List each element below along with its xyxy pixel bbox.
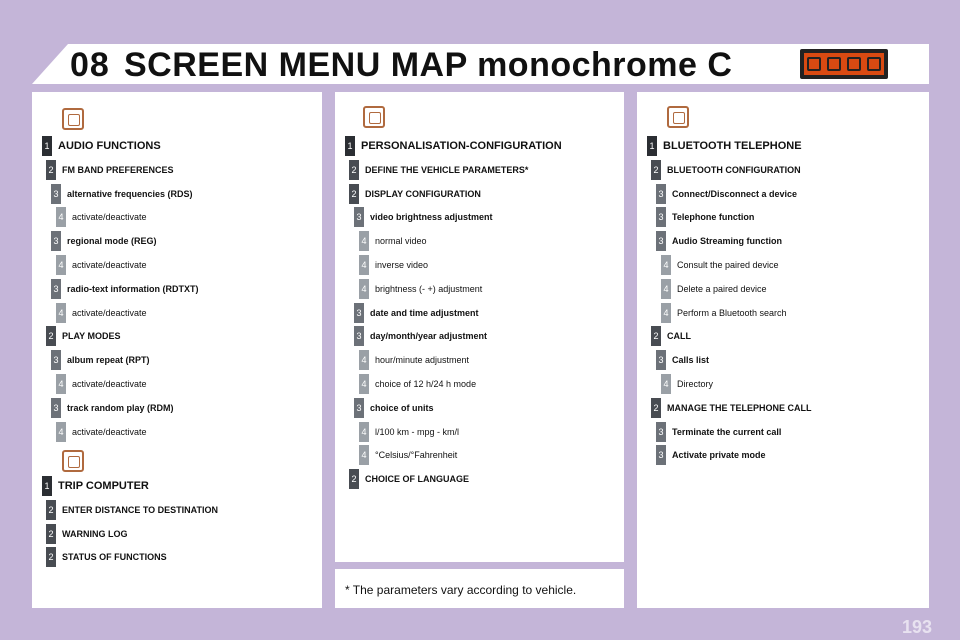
settings-icon bbox=[363, 106, 385, 128]
badge-icons bbox=[804, 53, 884, 75]
level-marker: 2 bbox=[349, 469, 359, 489]
menu-item-level-4 bbox=[359, 255, 428, 275]
menu-item-label: normal video bbox=[375, 236, 427, 247]
level-marker: 1 bbox=[647, 136, 657, 156]
level-marker: 3 bbox=[354, 303, 364, 323]
menu-item-level-4 bbox=[661, 255, 779, 275]
menu-item-label: alternative frequencies (RDS) bbox=[67, 188, 193, 199]
menu-item-level-4 bbox=[56, 422, 147, 442]
audio-icon bbox=[62, 108, 84, 130]
menu-item-label: FM BAND PREFERENCES bbox=[62, 164, 174, 175]
level-marker: 3 bbox=[354, 398, 364, 418]
menu-item-label: Calls list bbox=[672, 355, 710, 366]
level-marker: 3 bbox=[51, 398, 61, 418]
menu-item-label: activate/deactivate bbox=[72, 307, 147, 318]
menu-item-level-2 bbox=[46, 160, 174, 180]
level-marker: 4 bbox=[56, 422, 66, 442]
menu-item-label: hour/minute adjustment bbox=[375, 355, 470, 366]
menu-item-level-3 bbox=[354, 207, 493, 227]
menu-item-label: Directory bbox=[677, 379, 714, 389]
level-marker: 2 bbox=[46, 524, 56, 544]
menu-item-level-1 bbox=[42, 136, 161, 156]
page-title: SCREEN MENU MAP monochrome C bbox=[124, 46, 733, 84]
menu-item-level-1 bbox=[647, 136, 802, 156]
badge-trip-icon bbox=[847, 57, 861, 71]
menu-item-level-3 bbox=[656, 184, 797, 204]
menu-item-label: ENTER DISTANCE TO DESTINATION bbox=[62, 504, 219, 515]
menu-item-level-3 bbox=[51, 398, 174, 418]
level-marker: 1 bbox=[345, 136, 355, 156]
level-marker: 1 bbox=[42, 476, 52, 496]
menu-item-level-2 bbox=[349, 184, 481, 204]
menu-item-label: choice of units bbox=[370, 402, 434, 413]
menu-item-label: inverse video bbox=[375, 260, 429, 270]
menu-item-level-2 bbox=[46, 547, 167, 567]
menu-item-label: activate/deactivate bbox=[72, 379, 147, 389]
menu-item-level-2 bbox=[46, 326, 121, 346]
level-marker: 4 bbox=[56, 255, 66, 275]
menu-item-label: CALL bbox=[667, 331, 691, 342]
menu-item-label: DEFINE THE VEHICLE PARAMETERS* bbox=[365, 164, 529, 175]
level-marker: 4 bbox=[661, 279, 671, 299]
menu-item-label: Audio Streaming function bbox=[672, 236, 782, 247]
menu-item-level-3 bbox=[51, 350, 150, 370]
menu-item-label: video brightness adjustment bbox=[370, 212, 493, 223]
menu-item-label: PERSONALISATION-CONFIGURATION bbox=[361, 140, 562, 152]
level-marker: 3 bbox=[51, 279, 61, 299]
menu-item-label: album repeat (RPT) bbox=[67, 355, 150, 366]
level-marker: 4 bbox=[661, 374, 671, 394]
menu-item-level-3 bbox=[51, 279, 199, 299]
menu-item-level-4 bbox=[56, 303, 147, 323]
menu-item-label: regional mode (REG) bbox=[67, 236, 157, 247]
menu-item-label: TRIP COMPUTER bbox=[58, 480, 149, 492]
footnote: * The parameters vary according to vehicle. bbox=[345, 583, 577, 597]
level-marker: 3 bbox=[656, 231, 666, 251]
badge-phone-icon bbox=[867, 57, 881, 71]
menu-item-level-4 bbox=[661, 303, 787, 323]
menu-item-level-4 bbox=[359, 422, 459, 442]
menu-item-label: WARNING LOG bbox=[62, 528, 128, 539]
menu-item-label: day/month/year adjustment bbox=[370, 331, 488, 342]
column-audio bbox=[32, 92, 322, 608]
menu-item-level-4 bbox=[56, 255, 147, 275]
level-marker: 2 bbox=[46, 160, 56, 180]
menu-item-level-3 bbox=[656, 422, 781, 442]
menu-badge-icon bbox=[800, 49, 888, 79]
menu-item-level-4 bbox=[359, 445, 457, 465]
menu-item-level-1 bbox=[345, 136, 562, 156]
menu-item-label: STATUS OF FUNCTIONS bbox=[62, 552, 167, 563]
level-marker: 4 bbox=[359, 279, 369, 299]
menu-item-label: MANAGE THE TELEPHONE CALL bbox=[667, 402, 812, 413]
menu-item-level-4 bbox=[359, 279, 482, 299]
menu-item-label: PLAY MODES bbox=[62, 331, 121, 342]
level-marker: 3 bbox=[354, 326, 364, 346]
level-marker: 3 bbox=[656, 422, 666, 442]
level-marker: 2 bbox=[46, 500, 56, 520]
menu-item-label: Telephone function bbox=[672, 212, 755, 223]
menu-item-label: Connect/Disconnect a device bbox=[672, 188, 798, 199]
level-marker: 4 bbox=[359, 445, 369, 465]
trip-computer-icon bbox=[62, 450, 84, 472]
menu-item-level-4 bbox=[56, 207, 147, 227]
menu-item-label: Perform a Bluetooth search bbox=[677, 307, 787, 318]
level-marker: 1 bbox=[42, 136, 52, 156]
menu-item-level-2 bbox=[46, 500, 218, 520]
menu-item-label: date and time adjustment bbox=[370, 307, 479, 318]
menu-item-level-4 bbox=[359, 231, 427, 251]
menu-item-level-4 bbox=[359, 350, 469, 370]
menu-item-label: track random play (RDM) bbox=[67, 402, 174, 413]
level-marker: 4 bbox=[661, 255, 671, 275]
level-marker: 3 bbox=[51, 350, 61, 370]
badge-settings-icon bbox=[827, 57, 841, 71]
menu-item-level-3 bbox=[656, 231, 782, 251]
menu-item-level-2 bbox=[651, 398, 812, 418]
level-marker: 4 bbox=[56, 374, 66, 394]
menu-item-label: BLUETOOTH TELEPHONE bbox=[663, 140, 802, 152]
level-marker: 3 bbox=[354, 207, 364, 227]
menu-item-label: radio-text information (RDTXT) bbox=[67, 283, 199, 294]
level-marker: 4 bbox=[359, 350, 369, 370]
menu-item-level-3 bbox=[51, 184, 193, 204]
menu-item-label: °Celsius/°Fahrenheit bbox=[375, 450, 458, 461]
level-marker: 4 bbox=[359, 374, 369, 394]
footnote-box bbox=[335, 569, 624, 608]
menu-item-label: l/100 km - mpg - km/l bbox=[375, 426, 460, 437]
level-marker: 4 bbox=[56, 207, 66, 227]
phone-icon bbox=[667, 106, 689, 128]
menu-item-level-3 bbox=[51, 231, 157, 251]
menu-item-label: AUDIO FUNCTIONS bbox=[58, 140, 161, 152]
level-marker: 4 bbox=[359, 422, 369, 442]
menu-item-level-2 bbox=[651, 160, 801, 180]
menu-item-label: DISPLAY CONFIGURATION bbox=[365, 188, 481, 199]
menu-item-level-4 bbox=[359, 374, 476, 394]
menu-item-level-3 bbox=[656, 207, 754, 227]
menu-item-level-4 bbox=[56, 374, 147, 394]
column-bluetooth bbox=[637, 92, 929, 608]
menu-item-level-1 bbox=[42, 476, 149, 496]
level-marker: 2 bbox=[651, 326, 661, 346]
level-marker: 4 bbox=[661, 303, 671, 323]
level-marker: 4 bbox=[359, 231, 369, 251]
menu-item-level-4 bbox=[661, 374, 713, 394]
level-marker: 3 bbox=[656, 350, 666, 370]
menu-item-level-4 bbox=[661, 279, 767, 299]
menu-item-level-3 bbox=[354, 303, 479, 323]
level-marker: 3 bbox=[656, 207, 666, 227]
menu-item-level-2 bbox=[349, 160, 528, 180]
level-marker: 3 bbox=[51, 231, 61, 251]
level-marker: 2 bbox=[46, 547, 56, 567]
level-marker: 2 bbox=[349, 160, 359, 180]
level-marker: 2 bbox=[651, 160, 661, 180]
level-marker: 2 bbox=[46, 326, 56, 346]
menu-item-level-2 bbox=[46, 524, 128, 544]
menu-item-label: Delete a paired device bbox=[677, 283, 767, 294]
level-marker: 3 bbox=[51, 184, 61, 204]
menu-item-label: Activate private mode bbox=[672, 450, 766, 461]
menu-item-label: choice of 12 h/24 h mode bbox=[375, 379, 477, 389]
chapter-number: 08 bbox=[70, 46, 110, 84]
menu-item-level-3 bbox=[656, 445, 766, 465]
menu-item-level-2 bbox=[349, 469, 469, 489]
menu-item-level-3 bbox=[656, 350, 709, 370]
menu-item-level-3 bbox=[354, 398, 434, 418]
menu-item-label: BLUETOOTH CONFIGURATION bbox=[667, 164, 801, 175]
level-marker: 2 bbox=[349, 184, 359, 204]
level-marker: 2 bbox=[651, 398, 661, 418]
menu-item-level-3 bbox=[354, 326, 487, 346]
menu-item-level-2 bbox=[651, 326, 691, 346]
menu-item-label: Consult the paired device bbox=[677, 260, 779, 270]
level-marker: 3 bbox=[656, 445, 666, 465]
level-marker: 4 bbox=[56, 303, 66, 323]
menu-item-label: CHOICE OF LANGUAGE bbox=[365, 474, 470, 485]
page-number: 193 bbox=[901, 617, 932, 637]
menu-item-label: activate/deactivate bbox=[72, 260, 147, 270]
menu-item-label: activate/deactivate bbox=[72, 426, 147, 437]
menu-item-label: brightness (- +) adjustment bbox=[375, 283, 483, 294]
level-marker: 3 bbox=[656, 184, 666, 204]
badge-audio-icon bbox=[807, 57, 821, 71]
level-marker: 4 bbox=[359, 255, 369, 275]
menu-item-label: activate/deactivate bbox=[72, 212, 147, 223]
column-personalisation bbox=[335, 92, 624, 562]
menu-item-label: Terminate the current call bbox=[672, 426, 782, 437]
